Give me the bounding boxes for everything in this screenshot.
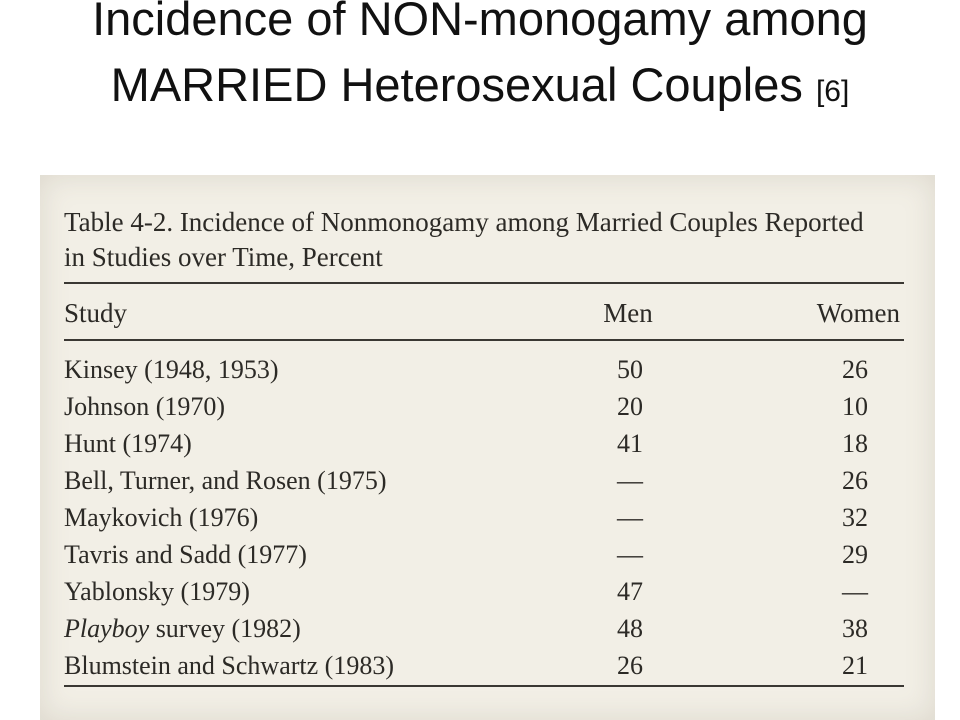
- table-row: [40, 610, 935, 647]
- women-cell: 38: [842, 614, 868, 643]
- men-cell: 26: [617, 651, 643, 680]
- men-cell: 41: [617, 429, 643, 458]
- study-cell: [64, 462, 387, 499]
- scanned-table-image: [40, 175, 935, 720]
- table-row: [40, 351, 935, 388]
- table-caption: Table 4-2. Incidence of Nonmonogamy among Married Couples Reported in Studies over Time, Percent: [64, 207, 864, 272]
- study-cell-text: Tavris and Sadd (1977): [64, 540, 307, 569]
- women-cell: 21: [842, 651, 868, 680]
- table-row: [40, 499, 935, 536]
- women-cell: 32: [842, 503, 868, 532]
- table-row: [40, 573, 935, 610]
- column-header-women: Women: [816, 298, 900, 328]
- women-cell: 10: [842, 392, 868, 421]
- men-cell: —: [617, 466, 643, 495]
- men-cell: 20: [617, 392, 643, 421]
- table-row: [40, 462, 935, 499]
- men-cell: 50: [617, 355, 643, 384]
- women-cell: —: [842, 577, 868, 606]
- study-cell-text: Bell, Turner, and Rosen (1975): [64, 466, 387, 495]
- column-header-men: Men: [603, 298, 653, 328]
- men-cell: —: [617, 540, 643, 569]
- study-cell-italic: Playboy: [64, 614, 150, 643]
- men-cell: 47: [617, 577, 643, 606]
- study-cell-text: Kinsey (1948, 1953): [64, 355, 279, 384]
- study-cell-text: Blumstein and Schwartz (1983): [64, 651, 394, 680]
- women-cell: 29: [842, 540, 868, 569]
- study-cell: [64, 351, 278, 388]
- study-cell: [64, 388, 225, 425]
- study-cell: [64, 573, 250, 610]
- men-cell: 48: [617, 614, 643, 643]
- table-body: [40, 351, 935, 684]
- study-cell-text: Maykovich (1976): [64, 503, 259, 532]
- study-cell: [64, 536, 307, 573]
- study-cell-text: Yablonsky (1979): [64, 577, 250, 606]
- table-row: [40, 425, 935, 462]
- table-top-rule: [64, 282, 904, 284]
- column-header-study: Study: [64, 298, 128, 328]
- table-row: [40, 388, 935, 425]
- table-header-rule: [64, 339, 904, 341]
- slide-title: [0, 0, 960, 125]
- slide-title-text: Incidence of NON-monogamy among MARRIED Heterosexual Couples: [92, 0, 868, 111]
- men-cell: —: [617, 503, 643, 532]
- study-cell: [64, 425, 192, 462]
- women-cell: 26: [842, 355, 868, 384]
- study-cell: [64, 610, 301, 647]
- study-cell-text: Johnson (1970): [64, 392, 226, 421]
- study-cell-text: Hunt (1974): [64, 429, 192, 458]
- table-row: [40, 647, 935, 684]
- study-cell: [64, 647, 394, 684]
- women-cell: 18: [842, 429, 868, 458]
- study-cell: [64, 499, 258, 536]
- study-cell-text: survey (1982): [149, 614, 301, 643]
- slide-title-reference: [6]: [815, 75, 850, 108]
- table-bottom-rule: [64, 685, 904, 687]
- women-cell: 26: [842, 466, 868, 495]
- table-row: [40, 536, 935, 573]
